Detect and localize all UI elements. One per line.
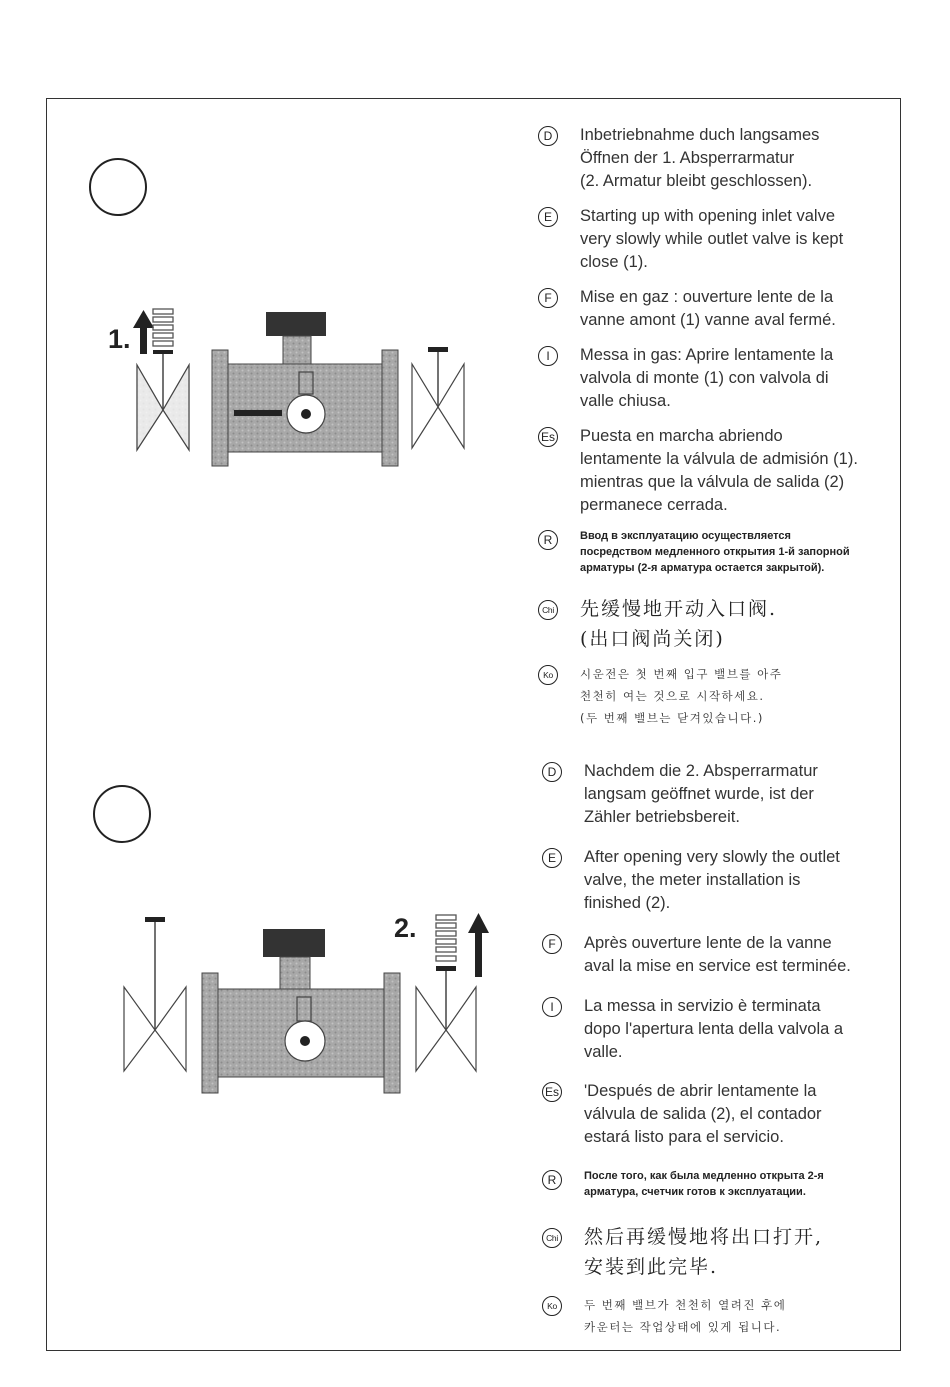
- lang-badge-zh: Chi: [538, 600, 558, 620]
- instruction-text: 先缓慢地开动入口阀. (出口阀尚关闭): [580, 598, 778, 650]
- gas-meter: [212, 312, 398, 466]
- instruction-text: Puesta en marcha abriendo lentamente la válvula de admisión (1). mientras que la válvula de salida (2) permanece cerrada.: [580, 427, 858, 514]
- lang-badge-it: I: [538, 346, 558, 366]
- up-arrow-icon: [468, 913, 489, 977]
- step2-entry-ru: [542, 1168, 824, 1200]
- lang-badge-de: D: [538, 126, 558, 146]
- instruction-text: 然后再缓慢地将出口打开, 安装到此完毕.: [584, 1226, 824, 1278]
- step2-entry-ko: [542, 1294, 786, 1338]
- instruction-text: 'Después de abrir lentamente la válvula de salida (2), el contador estará listo para el servicio.: [584, 1082, 822, 1146]
- gas-meter: [202, 929, 400, 1093]
- step2-entry-es: [542, 1080, 822, 1149]
- step1-number: 1.: [108, 324, 131, 354]
- step1-entry-de: [538, 124, 819, 193]
- instruction-text: Nachdem die 2. Absperrarmatur langsam geöffnet wurde, ist der Zähler betriebsbereit.: [584, 762, 818, 826]
- step2-entry-zh: [542, 1222, 823, 1282]
- instruction-text: Messa in gas: Aprire lentamente la valvola di monte (1) con valvola di valle chiusa.: [580, 346, 834, 410]
- step1-entry-ru: [538, 528, 850, 576]
- step1-entry-zh: [538, 594, 777, 654]
- step2-number: 2.: [394, 913, 417, 943]
- step1-entry-it: [538, 344, 833, 413]
- up-arrow-icon: [133, 310, 154, 354]
- step2-entry-fr: [542, 932, 851, 978]
- outlet-valve-open: [416, 915, 476, 1071]
- step2-entry-it: [542, 995, 843, 1064]
- instruction-text: После того, как была медленно открыта 2-я арматура, счетчик готов к эксплуатации.: [584, 1170, 824, 1198]
- step1-entry-ko: [538, 663, 782, 729]
- lang-badge-it: I: [542, 997, 562, 1017]
- lang-badge-ru: R: [542, 1170, 562, 1190]
- lang-badge-es: Es: [542, 1082, 562, 1102]
- instruction-text: Après ouverture lente de la vanne aval la mise en service est terminée.: [584, 934, 851, 975]
- instruction-text: Starting up with opening inlet valve very slowly while outlet valve is kept close (1).: [580, 207, 844, 271]
- step1-entry-en: [538, 205, 843, 274]
- lang-badge-ko: Ko: [542, 1296, 562, 1316]
- step2-diagram: [100, 905, 500, 1105]
- instruction-text: Mise en gaz : ouverture lente de la vanne amont (1) vanne aval fermé.: [580, 288, 836, 329]
- lang-badge-en: E: [538, 207, 558, 227]
- lang-badge-zh: Chi: [542, 1228, 562, 1248]
- lang-badge-fr: F: [542, 934, 562, 954]
- step1-entry-es: [538, 425, 858, 517]
- lang-badge-es: Es: [538, 427, 558, 447]
- lang-badge-ru: R: [538, 530, 558, 550]
- lang-badge-de: D: [542, 762, 562, 782]
- step2-entry-de: [542, 760, 818, 829]
- outlet-valve-closed: [412, 347, 464, 448]
- lang-badge-ko: Ko: [538, 665, 558, 685]
- instruction-text: After opening very slowly the outlet valve, the meter installation is finished (2).: [584, 848, 840, 912]
- inlet-valve-open: [124, 917, 186, 1071]
- lang-badge-en: E: [542, 848, 562, 868]
- step1-diagram: [100, 300, 490, 480]
- step2-circle: [93, 785, 151, 843]
- step1-entry-fr: [538, 286, 836, 332]
- lang-badge-fr: F: [538, 288, 558, 308]
- step1-circle: [89, 158, 147, 216]
- instruction-text: Inbetriebnahme duch langsames Öffnen der 1. Absperrarmatur (2. Armatur bleibt geschlossen).: [580, 126, 820, 190]
- instruction-text: 시운전은 첫 번째 입구 밸브를 아주 천천히 여는 것으로 시작하세요. (두 번째 밸브는 닫겨있습니다.): [580, 667, 783, 725]
- instruction-text: Ввод в эксплуатацию осуществляется посредством медленного открытия 1-й запорной арматуры (2-я арматура остается закрытой).: [580, 530, 850, 574]
- instruction-text: 두 번째 밸브가 천천히 열려진 후에 카운터는 작업상태에 있게 됩니다.: [584, 1298, 787, 1334]
- instruction-text: La messa in servizio è terminata dopo l'apertura lenta della valvola a valle.: [584, 997, 844, 1061]
- step2-entry-en: [542, 846, 840, 915]
